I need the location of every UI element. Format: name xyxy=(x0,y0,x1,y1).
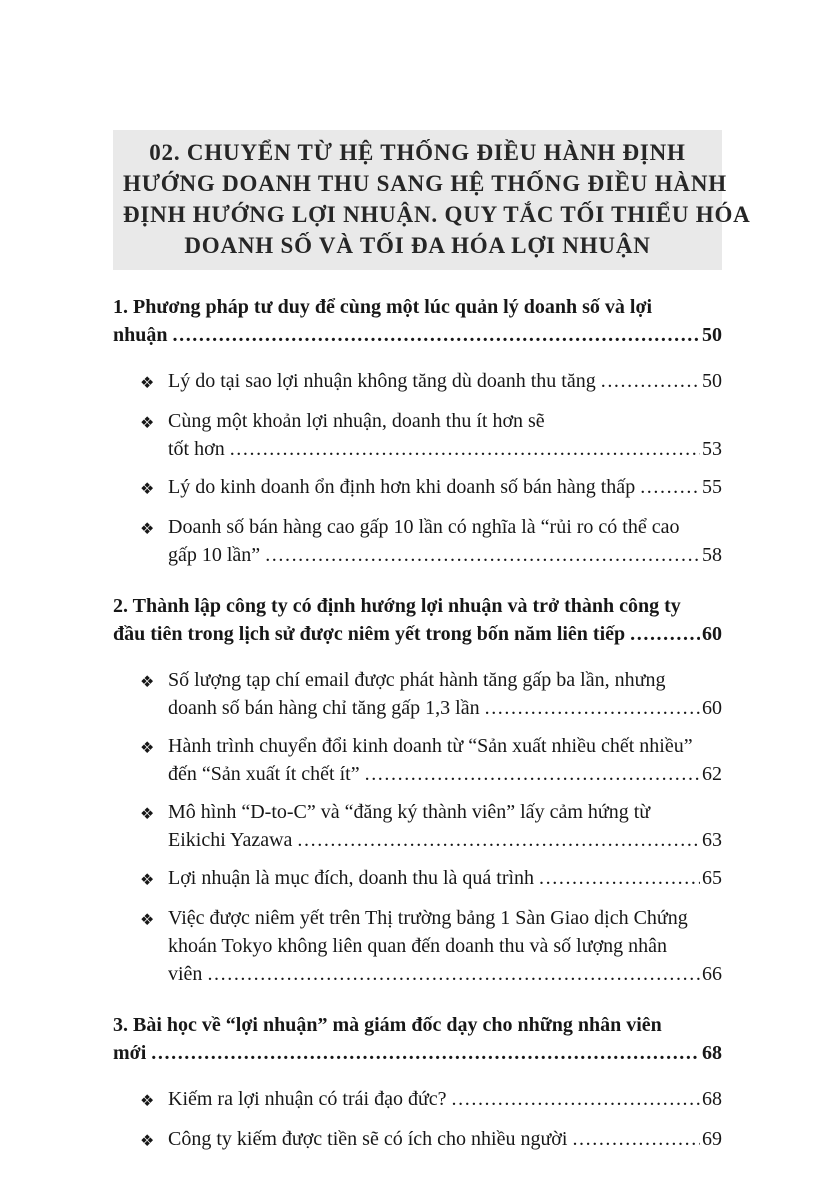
dot-leader xyxy=(365,760,700,788)
bullet-diamond-icon: ❖ xyxy=(140,413,155,432)
dot-leader xyxy=(452,1085,700,1113)
entry-text: Mô hình “D-to-C” và “đăng ký thành viên” lấy cảm hứng từ xyxy=(168,801,651,823)
entry-line xyxy=(168,826,722,854)
toc-list xyxy=(113,293,722,1155)
toc-entry xyxy=(140,1125,722,1155)
bullet-diamond-icon: ❖ xyxy=(140,738,155,757)
entry-body xyxy=(168,666,722,722)
chapter-title-line: DOANH SỐ VÀ TỐI ĐA HÓA LỢI NHUẬN xyxy=(184,233,651,258)
entry-text: 2. Thành lập công ty có định hướng lợi nhuận và trở thành công ty xyxy=(113,595,681,617)
entry-line xyxy=(168,1125,722,1153)
bullet-diamond-icon: ❖ xyxy=(140,519,155,538)
section-heading xyxy=(113,592,722,648)
entry-page-number: 53 xyxy=(702,438,722,460)
entry-text: viên xyxy=(168,963,203,985)
entry-body xyxy=(168,798,722,854)
entry-page-number: 58 xyxy=(702,544,722,566)
section-heading xyxy=(113,1011,722,1067)
entry-text: Kiếm ra lợi nhuận có trái đạo đức? xyxy=(168,1088,447,1110)
entry-text: 3. Bài học về “lợi nhuận” mà giám đốc dạy cho những nhân viên xyxy=(113,1014,662,1036)
bullet-diamond-icon: ❖ xyxy=(140,910,155,929)
entry-text: Lý do tại sao lợi nhuận không tăng dù doanh thu tăng xyxy=(168,370,596,392)
entry-line xyxy=(168,798,722,826)
entry-page-number: 63 xyxy=(702,829,722,851)
entry-line xyxy=(168,473,722,501)
entry-body xyxy=(168,732,722,788)
entry-line xyxy=(168,1085,722,1113)
dot-leader xyxy=(640,473,700,501)
entry-line xyxy=(168,960,722,988)
entry-text: doanh số bán hàng chỉ tăng gấp 1,3 lần xyxy=(168,697,480,719)
chapter-title-line: HƯỚNG DOANH THU SANG HỆ THỐNG ĐIỀU HÀNH xyxy=(123,171,727,196)
toc-entry xyxy=(140,864,722,894)
chapter-title-line: 02. CHUYỂN TỪ HỆ THỐNG ĐIỀU HÀNH ĐỊNH xyxy=(149,140,686,165)
entry-page-number: 68 xyxy=(702,1042,722,1064)
entry-text: Công ty kiếm được tiền sẽ có ích cho nhiều người xyxy=(168,1128,568,1150)
chapter-header xyxy=(113,130,751,270)
entry-page-number: 68 xyxy=(702,1088,722,1110)
entry-line xyxy=(168,666,722,694)
entry-page-number: 60 xyxy=(702,697,722,719)
dot-leader xyxy=(601,367,700,395)
dot-leader xyxy=(265,541,700,569)
dot-leader xyxy=(207,960,700,988)
entry-body xyxy=(168,1085,722,1115)
bullet-diamond-icon: ❖ xyxy=(140,672,155,691)
entry-line xyxy=(168,367,722,395)
entry-text: Lợi nhuận là mục đích, doanh thu là quá trình xyxy=(168,867,535,889)
entry-line xyxy=(168,694,722,722)
entry-line xyxy=(113,1011,722,1039)
bullet-diamond-icon: ❖ xyxy=(140,1131,155,1150)
entry-line xyxy=(168,904,722,932)
entry-text: Hành trình chuyển đổi kinh doanh từ “Sản xuất nhiều chết nhiều” xyxy=(168,735,693,757)
entry-text: tốt hơn xyxy=(168,438,225,460)
entry-text: Lý do kinh doanh ổn định hơn khi doanh số bán hàng thấp xyxy=(168,476,636,498)
toc-entry xyxy=(140,904,722,988)
entry-page-number: 62 xyxy=(702,763,722,785)
toc-entry xyxy=(140,407,722,463)
chapter-title xyxy=(123,137,751,261)
entry-page-number: 60 xyxy=(702,623,722,645)
entry-page-number: 65 xyxy=(702,867,722,889)
entry-text: Việc được niêm yết trên Thị trường bảng 1 Sàn Giao dịch Chứng xyxy=(168,907,688,929)
dot-leader xyxy=(572,1125,700,1153)
entry-text: đến “Sản xuất ít chết ít” xyxy=(168,763,360,785)
entry-line xyxy=(168,513,722,541)
dot-leader xyxy=(151,1039,700,1067)
dot-leader xyxy=(539,864,700,892)
entry-page-number: 55 xyxy=(702,476,722,498)
entry-body xyxy=(168,407,722,463)
dot-leader xyxy=(173,321,701,349)
entry-body xyxy=(168,1125,722,1155)
section-heading xyxy=(113,293,722,349)
entry-line xyxy=(168,760,722,788)
entry-page-number: 50 xyxy=(702,324,722,346)
entry-line xyxy=(113,293,722,321)
entry-line xyxy=(113,321,722,349)
entry-text: Doanh số bán hàng cao gấp 10 lần có nghĩa là “rủi ro có thể cao xyxy=(168,516,680,538)
dot-leader xyxy=(485,694,700,722)
entry-line xyxy=(168,407,722,435)
entry-line xyxy=(168,435,722,463)
entry-body xyxy=(168,904,722,988)
entry-line xyxy=(168,541,722,569)
entry-text: đầu tiên trong lịch sử được niêm yết trong bốn năm liên tiếp xyxy=(113,623,626,645)
entry-text: Cùng một khoản lợi nhuận, doanh thu ít hơn sẽ xyxy=(168,410,545,432)
toc-entry xyxy=(140,1085,722,1115)
entry-body xyxy=(168,473,722,503)
dot-leader xyxy=(230,435,700,463)
entry-text: mới xyxy=(113,1042,147,1064)
dot-leader xyxy=(630,620,700,648)
entry-text: 1. Phương pháp tư duy để cùng một lúc quản lý doanh số và lợi xyxy=(113,296,653,318)
chapter-title-line: ĐỊNH HƯỚNG LỢI NHUẬN. QUY TẮC TỐI THIỂU HÓA xyxy=(123,202,751,227)
entry-line xyxy=(168,932,722,960)
toc-entry xyxy=(140,473,722,503)
toc-entry xyxy=(140,732,722,788)
entry-page-number: 69 xyxy=(702,1128,722,1150)
entry-body xyxy=(168,864,722,894)
entry-text: khoán Tokyo không liên quan đến doanh thu và số lượng nhân xyxy=(168,935,668,957)
entry-body xyxy=(168,367,722,397)
bullet-diamond-icon: ❖ xyxy=(140,479,155,498)
entry-body xyxy=(168,513,722,569)
toc-entry xyxy=(140,513,722,569)
toc-entry xyxy=(140,367,722,397)
bullet-diamond-icon: ❖ xyxy=(140,870,155,889)
entry-text: Số lượng tạp chí email được phát hành tăng gấp ba lần, nhưng xyxy=(168,669,666,691)
bullet-diamond-icon: ❖ xyxy=(140,373,155,392)
entry-text: nhuận xyxy=(113,324,168,346)
dot-leader xyxy=(297,826,700,854)
entry-page-number: 66 xyxy=(702,963,722,985)
entry-line xyxy=(168,864,722,892)
entry-line xyxy=(113,592,722,620)
entry-line xyxy=(113,620,722,648)
entry-text: Eikichi Yazawa xyxy=(168,829,293,851)
bullet-diamond-icon: ❖ xyxy=(140,804,155,823)
entry-line xyxy=(113,1039,722,1067)
entry-line xyxy=(168,732,722,760)
entry-page-number: 50 xyxy=(702,370,722,392)
entry-text: gấp 10 lần” xyxy=(168,544,261,566)
toc-entry xyxy=(140,666,722,722)
bullet-diamond-icon: ❖ xyxy=(140,1091,155,1110)
toc-entry xyxy=(140,798,722,854)
